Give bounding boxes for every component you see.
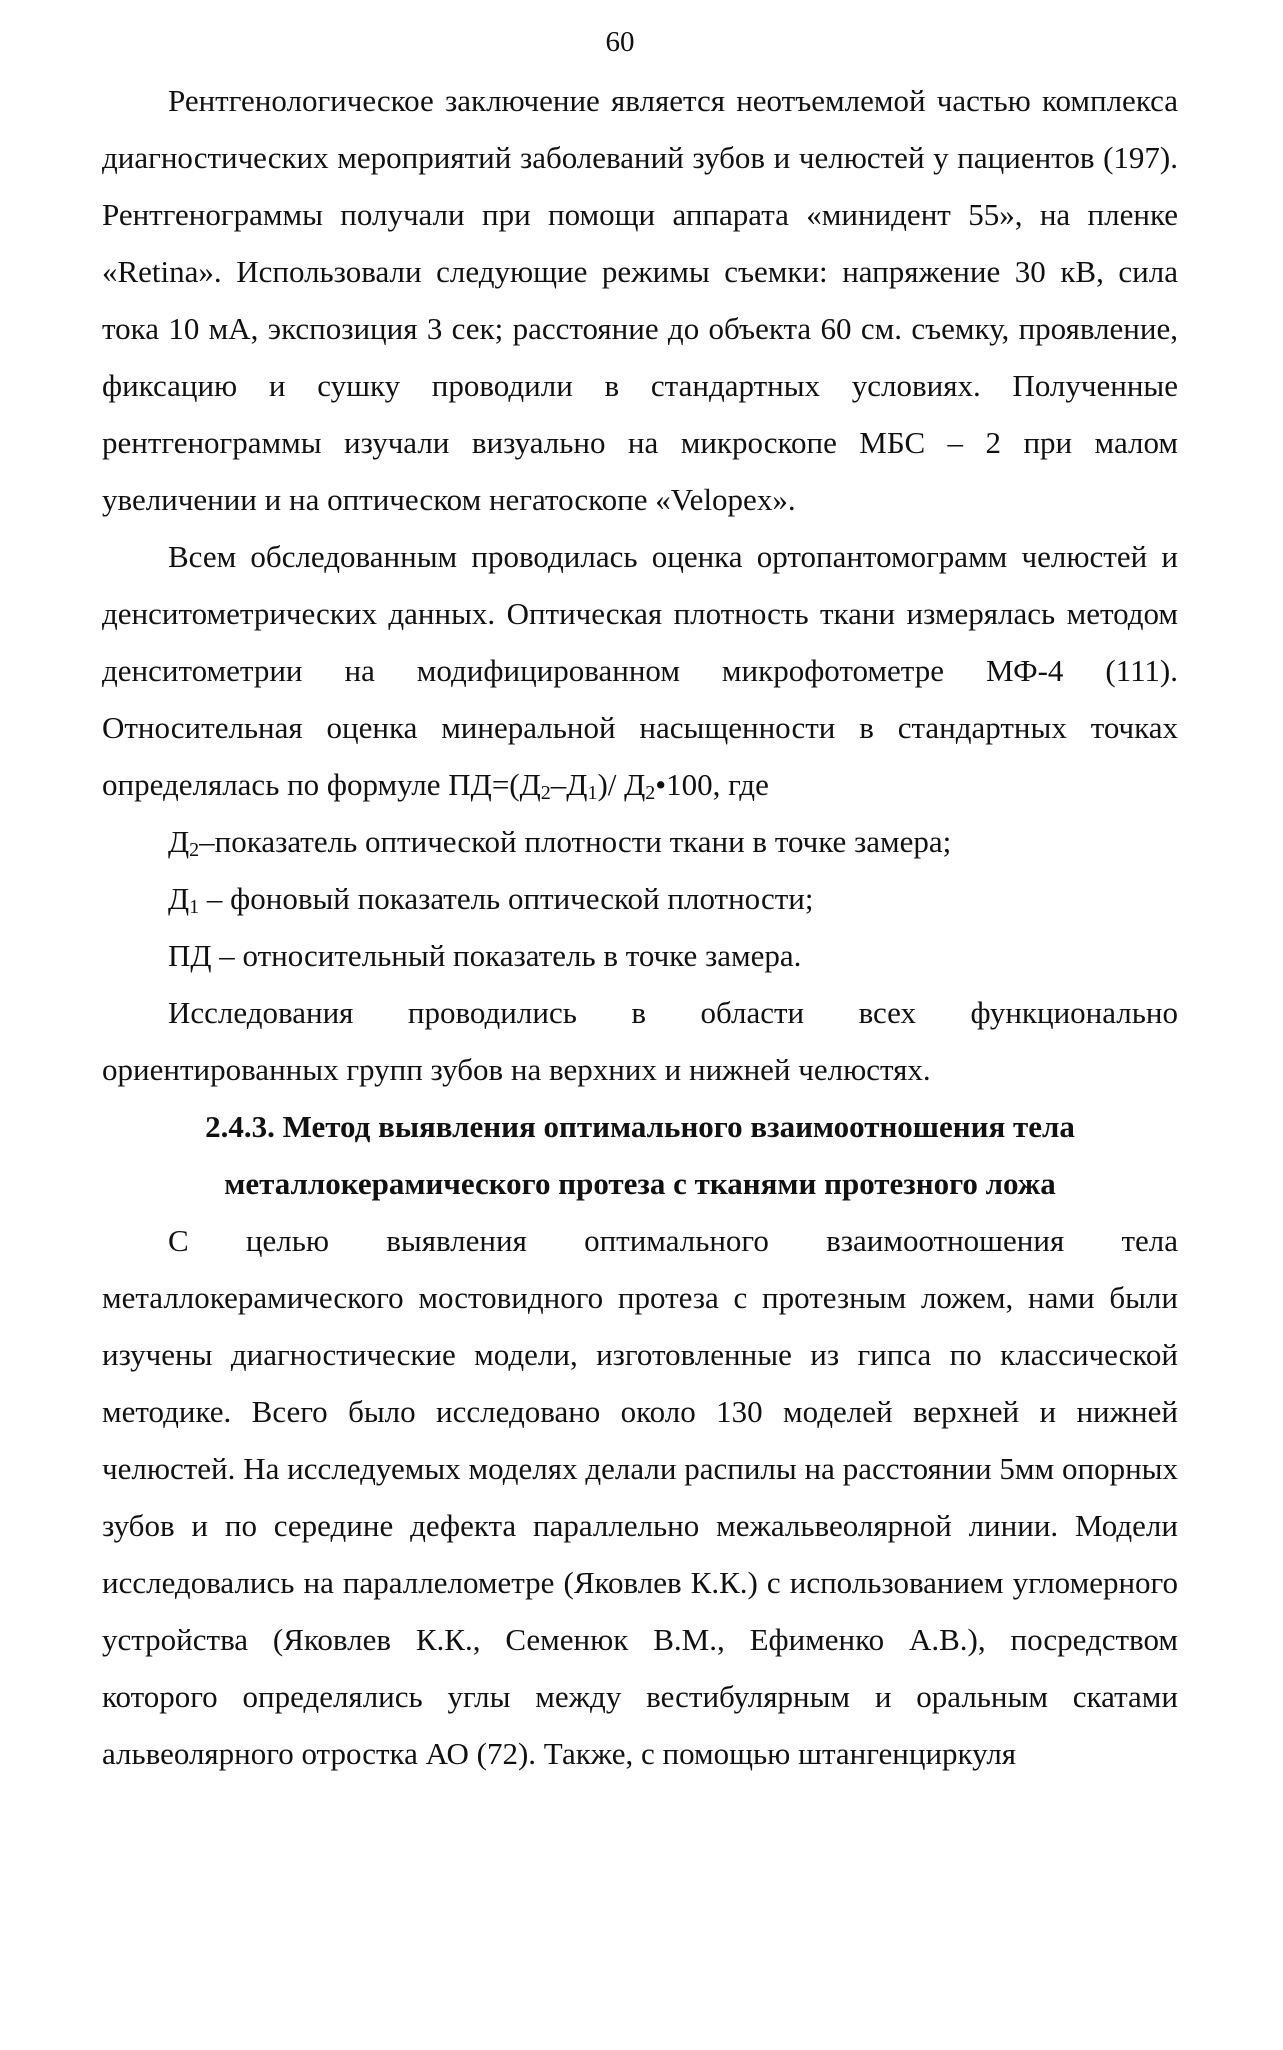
definition-d2: $Д_2$–показатель оптической плотности ткани в точке замера;: [168, 824, 952, 861]
formula: $ПД=(Д_2-Д_1)/$ $Д_2•100$, где: [448, 767, 769, 804]
section-heading: [102, 1098, 1178, 1212]
paragraph-study-area: Исследования проводились в области всех функционально ориентированных групп зубов на верхних и нижней челюстях.: [102, 995, 1178, 1087]
definition-pd: ПД – относительный показатель в точке замера.: [168, 938, 802, 973]
paragraph-radiography: Рентгенологическое заключение является неотъемлемой частью комплекса диагностических мероприятий заболеваний зубов и челюстей у пациентов (197). Рентгенограммы получали при помощи аппарата «минидент 55», на пленке «Retina». Использовали следующие режимы съемки: напряжение 30 кВ, сила тока 10 мА, экспозиция 3 сек; расстояние до объекта 60 см. съемку, проявление, фиксацию и сушку проводили в стандартных условиях. Полученные рентгенограммы изучали визуально на микроскопе МБС – 2 при малом увеличении и на оптическом негатоскопе «Velopex».: [102, 83, 1178, 517]
densitometry-text: Всем обследованным проводилась оценка ортопантомограмм челюстей и денситометрических данных. Оптическая плотность ткани измерялась методом денситометрии на модифицированном микрофотометре МФ-4 (111). Относительная оценка минеральной насыщенности в стандартных точках определялась по формуле: [102, 539, 1178, 802]
definition-d1: $Д_1$ – фоновый показатель оптической плотности;: [168, 881, 814, 918]
paragraph-densitometry: [102, 528, 1178, 813]
body-text: [102, 72, 1178, 1782]
section-heading-line-1: 2.4.3. Метод выявления оптимального взаимоотношения тела: [205, 1109, 1075, 1144]
page-number: 60: [605, 26, 635, 58]
section-heading-line-2: металлокерамического протеза с тканями протезного ложа: [224, 1166, 1056, 1201]
paragraph-models: С целью выявления оптимального взаимоотношения тела металлокерамического мостовидного протеза с протезным ложем, нами были изучены диагностические модели, изготовленные из гипса по классической методике. Всего было исследовано около 130 моделей верхней и нижней челюстей. На исследуемых моделях делали распилы на расстоянии 5мм опорных зубов и по середине дефекта параллельно межальвеолярной линии. Модели исследовались на параллелометре (Яковлев К.К.) с использованием угломерного устройства (Яковлев К.К., Семенюк В.М., Ефименко А.В.), посредством которого определялись углы между вестибулярным и оральным скатами альвеолярного отростка АО (72). Также, с помощью штангенциркуля: [102, 1223, 1178, 1771]
